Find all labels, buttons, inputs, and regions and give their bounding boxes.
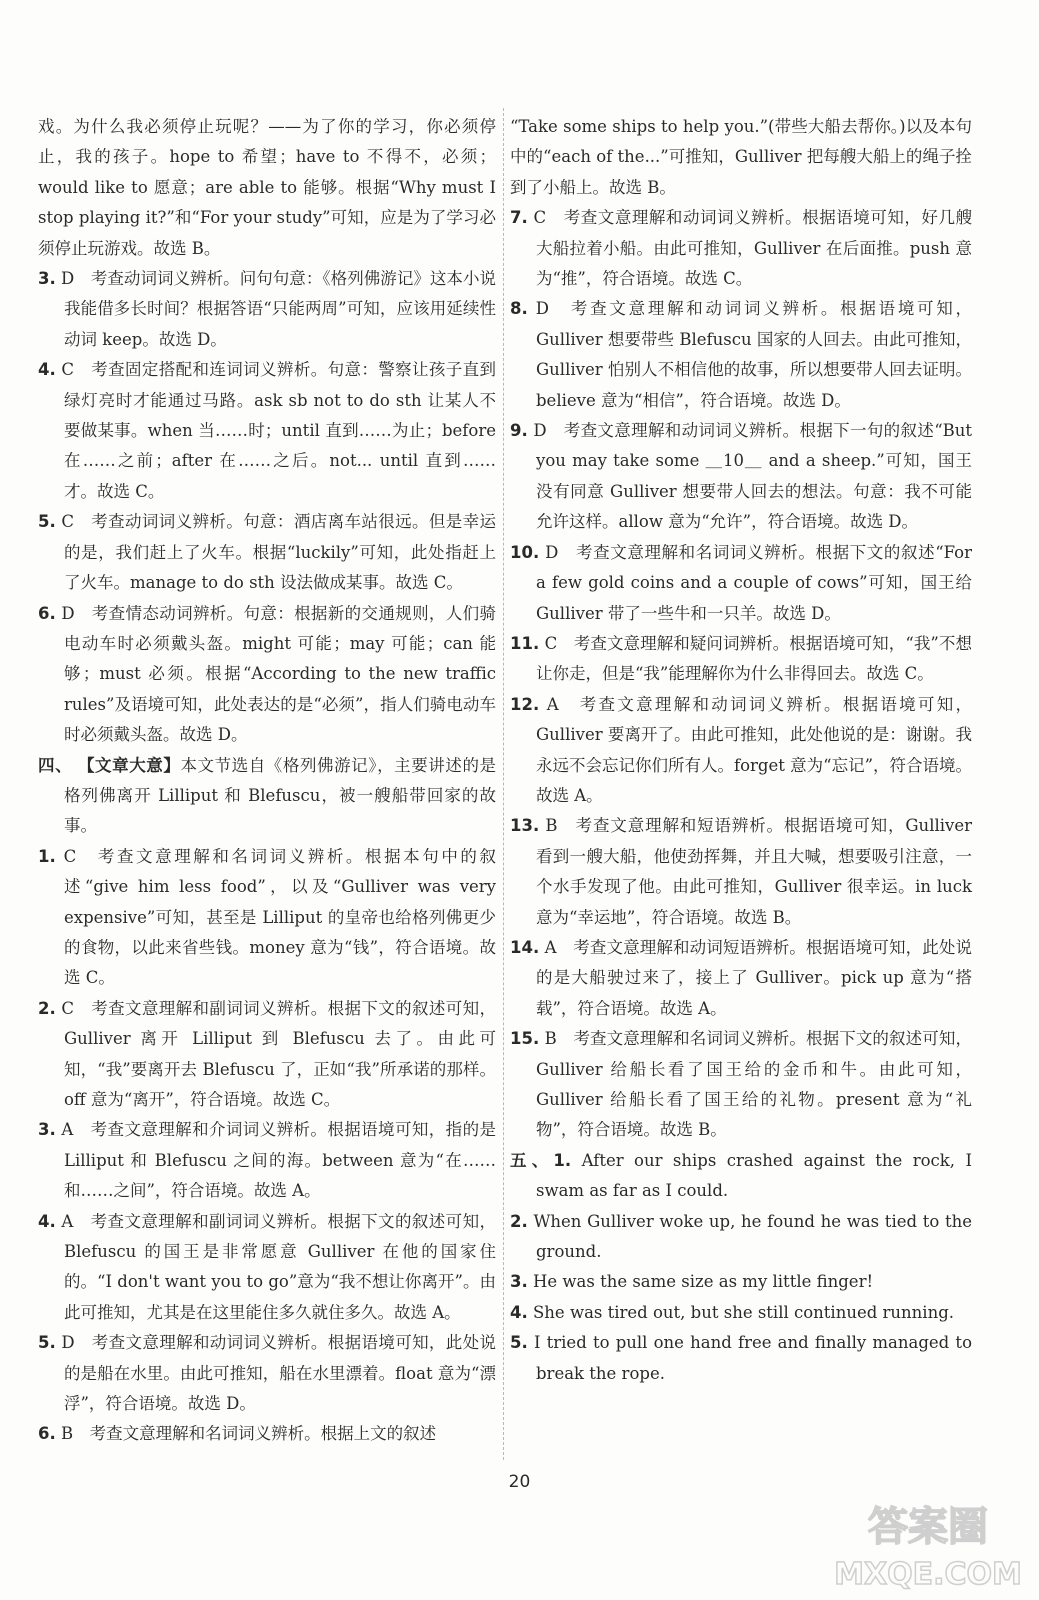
answer-item — [510, 416, 972, 538]
item-text: C 考查动词词义辨析。句意：酒店离车站很远。但是幸运的是，我们赶上了火车。根据“luckily”可知，此处指赶上了火车。manage to do sth 设法做成某事。故选 C。 — [61, 512, 496, 593]
answer-item — [510, 811, 972, 933]
page-number: 20 — [508, 1472, 531, 1492]
item-number: 五、1. — [510, 1150, 572, 1170]
answer-item — [510, 294, 972, 416]
right-column — [510, 112, 972, 1389]
answer-item — [38, 507, 496, 598]
answer-item — [510, 690, 972, 812]
item-number: 1. — [38, 846, 56, 866]
item-number: 15. — [510, 1029, 540, 1049]
answer-item — [38, 264, 496, 355]
answer-item — [38, 751, 496, 842]
item-number: 14. — [510, 937, 540, 957]
item-text: C 考查文意理解和疑问词辨析。根据语境可知，“我”不想让你走，但是“我”能理解你为什么非得回去。故选 C。 — [536, 633, 972, 684]
answer-item — [38, 842, 496, 994]
item-text: B 考查文意理解和名词词义辨析。根据上文的叙述 — [61, 1424, 437, 1444]
answer-item — [510, 629, 972, 690]
item-number: 3. — [510, 1272, 528, 1292]
answer-item — [510, 538, 972, 629]
answer-item — [510, 1024, 972, 1146]
answer-item — [38, 1328, 496, 1419]
item-text: B 考查文意理解和名词词义辨析。根据下文的叙述可知，Gulliver 给船长看了国王给的金币和牛。由此可知，Gulliver 给船长看了国王给的礼物。present 意为“礼物”，符合语境。故选 B。 — [536, 1029, 972, 1140]
item-number: 3. — [38, 1120, 56, 1140]
item-text: D 考查文意理解和动词词义辨析。根据语境可知，Gulliver 想要带些 Blefuscu 国家的人回去。由此可推知，Gulliver 怕别人不相信他的故事，所以想要带人回去证明。believe 意为“相信”，符合语境。故选 D。 — [535, 299, 973, 410]
watermark-text: 答案圈 — [868, 1504, 988, 1550]
watermark-url: MXQE.COM — [834, 1557, 1022, 1592]
item-text: A 考查文意理解和动词词义辨析。根据语境可知，Gulliver 要离开了。由此可推知，此处他说的是：谢谢。我永远不会忘记你们所有人。forget 意为“忘记”，符合语境。故选 A。 — [536, 694, 973, 805]
item-number: 2. — [38, 998, 56, 1018]
item-text: 本文节选自《格列佛游记》，主要讲述的是格列佛离开 Lilliput 和 Blefuscu，被一艘船带回家的故事。 — [64, 755, 497, 836]
item-number: 5. — [38, 1333, 56, 1353]
item-number: 6. — [38, 1424, 56, 1444]
item-text: 戏。为什么我必须停止玩呢？——为了你的学习，你必须停止，我的孩子。hope to 希望；have to 不得不，必须；would like to 愿意；are able to 能够。根据“Why must I stop playing it?”和“For your study”可知，应是为了学习必须停止玩游戏。故选 B。 — [38, 117, 496, 258]
item-text: She was tired out, but she still continued running. — [533, 1302, 955, 1322]
answer-item — [38, 1419, 496, 1449]
item-text: B 考查文意理解和短语辨析。根据语境可知，Gulliver 看到一艘大船，他使劲挥舞，并且大喊，想要吸引注意，一个水手发现了他。由此可推知，Gulliver 很幸运。in luck 意为“幸运地”，符合语境。故选 B。 — [536, 816, 972, 927]
item-text: A 考查文意理解和动词短语辨析。根据语境可知，此处说的是大船驶过来了，接上了 Gulliver。pick up 意为“搭载”，符合语境。故选 A。 — [536, 937, 972, 1018]
answer-item — [38, 1115, 496, 1206]
item-text: C 考查固定搭配和连词词义辨析。句意：警察让孩子直到绿灯亮时才能通过马路。ask sb not to do sth 让某人不要做某事。when 当……时；until 直到……为止；before 在……之前；after 在……之后。not... until 直到……才。故选 C。 — [61, 360, 496, 501]
item-number: 3. — [38, 269, 56, 289]
item-number: 13. — [510, 816, 540, 836]
item-number: 4. — [38, 360, 56, 380]
answer-item — [510, 1267, 972, 1297]
item-text: When Gulliver woke up, he found he was tied to the ground. — [533, 1211, 972, 1262]
item-text: D 考查文意理解和名词词义辨析。根据下文的叙述“For a few gold coins and a couple of cows”可知，国王给 Gulliver 带了一些牛和一只羊。故选 D。 — [536, 542, 972, 623]
item-text: A 考查文意理解和副词词义辨析。根据下文的叙述可知，Blefuscu 的国王是非常愿意 Gulliver 在他的国家住的。“I don't want you to go”意为“我不想让你离开”。由此可推知，尤其是在这里能住多久就住多久。故选 A。 — [61, 1211, 496, 1322]
answer-item — [510, 933, 972, 1024]
item-number: 4. — [510, 1302, 528, 1322]
item-number: 5. — [38, 512, 56, 532]
item-text: I tried to pull one hand free and finally managed to break the rope. — [533, 1333, 972, 1383]
left-column — [38, 112, 496, 1450]
answer-item — [510, 1298, 972, 1328]
answer-item — [38, 112, 496, 264]
item-text: C 考查文意理解和动词词义辨析。根据语境可知，好几艘大船拉着小船。由此可推知，Gulliver 在后面推。push 意为“推”，符合语境。故选 C。 — [533, 208, 972, 289]
section-lead: 【文章大意】 — [77, 755, 181, 775]
item-text: D 考查情态动词辨析。句意：根据新的交通规则，人们骑电动车时必须戴头盔。might 可能；may 可能；can 能够；must 必须。根据“According to the new traffic rules”及语境可知，此处表达的是“必须”，指人们骑电动车时必须戴头盔。故选 D。 — [61, 603, 496, 745]
item-text: C 考查文意理解和名词词义辨析。根据本句中的叙述“give him less food”，以及“Gulliver was very expensive”可知，甚至是 Lilliput 的皇帝也给格列佛更少的食物，以此来省些钱。money 意为“钱”，符合语境。故选 C。 — [63, 846, 496, 988]
answer-item — [510, 112, 972, 203]
item-number: 11. — [510, 633, 540, 653]
item-number: 4. — [38, 1211, 56, 1231]
answer-item — [510, 1146, 972, 1207]
item-number: 8. — [510, 299, 528, 319]
item-number: 12. — [510, 694, 540, 714]
answer-item — [38, 994, 496, 1116]
answer-item — [510, 203, 972, 294]
item-number: 四、 — [38, 755, 73, 775]
item-text: D 考查文意理解和动词词义辨析。根据下一句的叙述“But you may take some ＿10＿ and a sheep.”可知，国王没有同意 Gulliver 想要带人回去的想法。句意：我不可能允许这样。allow 意为“允许”，符合语境。故选 D。 — [533, 421, 973, 532]
item-number: 5. — [510, 1333, 528, 1353]
item-text: D 考查文意理解和动词词义辨析。根据语境可知，此处说的是船在水里。由此可推知，船在水里漂着。float 意为“漂浮”，符合语境。故选 D。 — [61, 1333, 496, 1414]
item-number: 7. — [510, 208, 528, 228]
watermark-logo — [828, 1492, 1028, 1592]
item-number: 10. — [510, 542, 540, 562]
item-text: He was the same size as my little finger! — [533, 1272, 874, 1292]
answer-item — [38, 355, 496, 507]
answer-item — [510, 1207, 972, 1268]
answer-item — [38, 1207, 496, 1329]
item-text: A 考查文意理解和介词词义辨析。根据语境可知，指的是 Lilliput 和 Blefuscu 之间的海。between 意为“在……和……之间”，符合语境。故选 A。 — [61, 1120, 496, 1201]
item-text: “Take some ships to help you.”(带些大船去帮你。)以及本句中的“each of the...”可推知，Gulliver 把每艘大船上的绳子拴到了小船上。故选 B。 — [510, 117, 972, 197]
answer-item — [510, 1328, 972, 1389]
item-number: 9. — [510, 421, 528, 441]
item-text: After our ships crashed against the rock, I swam as far as I could. — [536, 1150, 972, 1201]
column-divider — [503, 108, 504, 1460]
answer-item — [38, 599, 496, 751]
item-text: D 考查动词词义辨析。问句句意：《格列佛游记》这本小说我能借多长时间？根据答语“只能两周”可知，应该用延续性动词 keep。故选 D。 — [61, 269, 497, 349]
item-number: 2. — [510, 1211, 528, 1231]
item-number: 6. — [38, 603, 56, 623]
item-text: C 考查文意理解和副词词义辨析。根据下文的叙述可知，Gulliver 离开 Lilliput 到 Blefuscu 去了。由此可知，“我”要离开去 Blefuscu 了，正如“我”所承诺的那样。off 意为“离开”，符合语境。故选 C。 — [61, 998, 496, 1109]
